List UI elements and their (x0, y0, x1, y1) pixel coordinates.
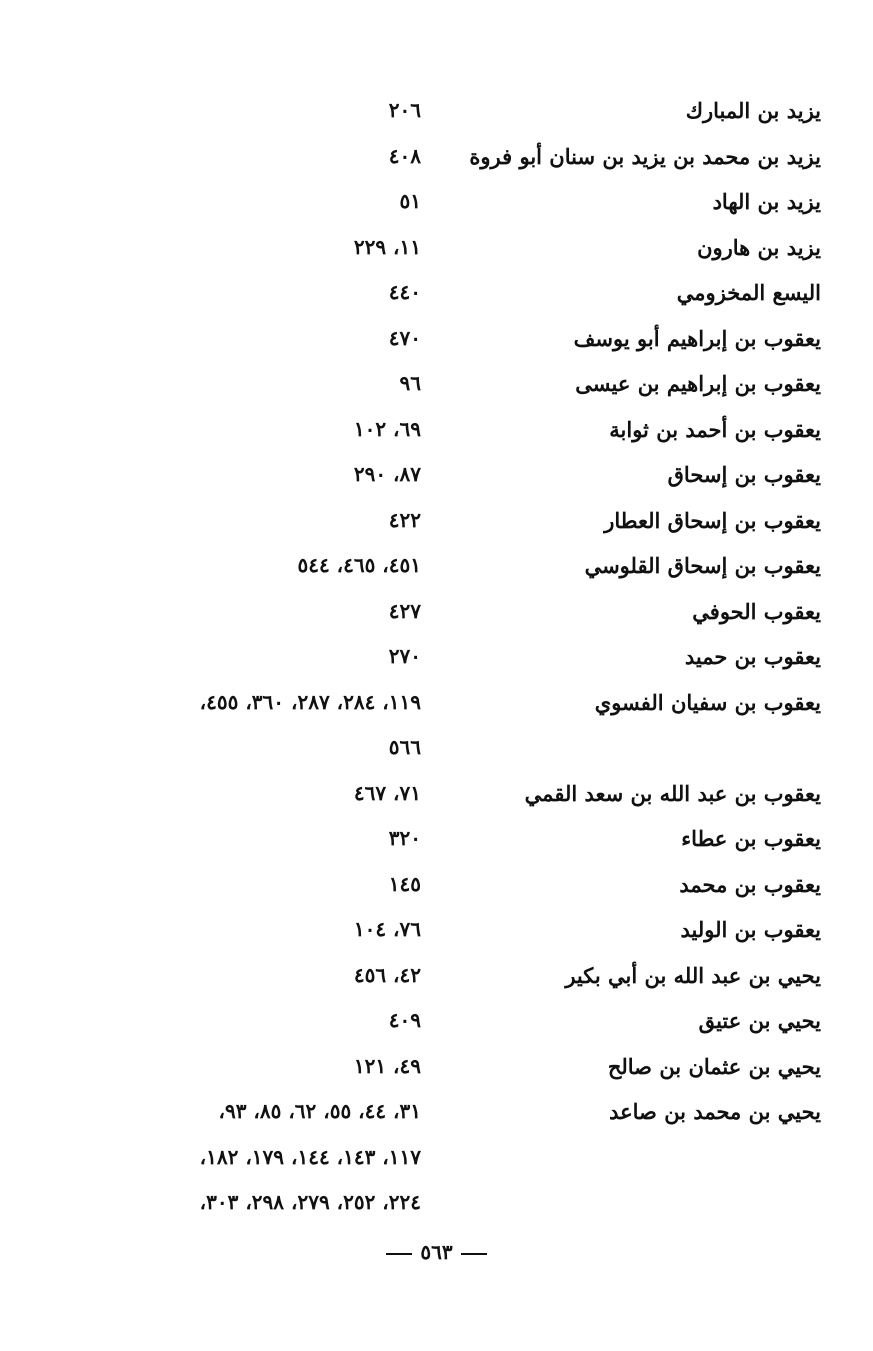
entry-page-numbers: ٤٤٠ (388, 280, 421, 304)
index-entry (0, 1048, 873, 1094)
entry-name: يعقوب بن محمد (679, 871, 821, 897)
index-list (0, 92, 873, 1230)
index-entry (0, 92, 873, 138)
index-entry (0, 365, 873, 411)
index-entry (0, 911, 873, 957)
entry-name: يعقوب بن عبد الله بن سعد القمي (524, 780, 821, 806)
index-entry (0, 775, 873, 821)
entry-page-numbers: ٢٠٦ (388, 98, 421, 122)
index-entry (0, 593, 873, 639)
entry-page-numbers: ٣٢٠ (388, 826, 421, 850)
entry-page-numbers: ٤٢، ٤٥٦ (353, 962, 421, 987)
entry-page-numbers: ٤٠٩ (388, 1008, 421, 1032)
entry-name: يحيي بن محمد بن صاعد (609, 1099, 821, 1124)
entry-page-numbers: ٧٦، ١٠٤ (353, 917, 421, 941)
footer-dash-right (461, 1253, 487, 1255)
index-entry (0, 1093, 873, 1139)
index-entry (0, 957, 873, 1003)
entry-name: يعقوب بن حميد (684, 644, 821, 669)
index-entry (0, 1139, 873, 1185)
entry-name: يعقوب بن الوليد (680, 917, 821, 942)
entry-page-numbers: ١١٩، ٢٨٤، ٢٨٧، ٣٦٠، ٤٥٥، (199, 689, 421, 714)
entry-name: يزيد بن المبارك (685, 98, 821, 123)
index-entry (0, 138, 873, 184)
entry-page-numbers: ١١، ٢٢٩ (353, 234, 421, 259)
footer-dash-left (386, 1253, 412, 1255)
entry-page-numbers: ٥١ (399, 189, 421, 213)
index-entry (0, 866, 873, 912)
index-entry (0, 729, 873, 775)
entry-page-numbers: ٩٦ (399, 371, 421, 395)
entry-name: يحيي بن عثمان بن صالح (607, 1053, 821, 1079)
index-entry (0, 411, 873, 457)
entry-name: يحيي بن عبد الله بن أبي بكير (565, 962, 821, 988)
entry-name: يزيد بن محمد بن يزيد بن سنان أبو فروة (469, 143, 821, 169)
entry-page-numbers: ٢٧٠ (388, 644, 421, 668)
entry-page-numbers: ٤٠٨ (388, 143, 421, 168)
entry-name: يعقوب بن عطاء (681, 826, 821, 851)
entry-page-numbers: ٦٩، ١٠٢ (353, 416, 421, 441)
entry-name: يعقوب بن إسحاق (667, 462, 821, 487)
page-number: ٥٦٣ (420, 1240, 453, 1264)
entry-page-numbers: ١٤٥ (388, 871, 421, 896)
entry-name: يعقوب بن إبراهيم بن عيسى (575, 371, 821, 396)
entry-name: يزيد بن هارون (697, 234, 821, 260)
entry-page-numbers: ٧١، ٤٦٧ (353, 780, 421, 805)
entry-name: يعقوب بن أحمد بن ثوابة (609, 416, 821, 442)
entry-name: يعقوب بن إسحاق القلوسي (584, 553, 821, 578)
entry-page-numbers: ٤٢٧ (388, 598, 421, 623)
page-footer (0, 1240, 873, 1264)
entry-page-numbers: ٨٧، ٢٩٠ (353, 462, 421, 486)
entry-name: اليسع المخزومي (676, 280, 821, 305)
entry-page-numbers: ٥٦٦ (388, 735, 421, 759)
entry-name: يعقوب الحوفي (692, 598, 821, 624)
entry-page-numbers: ٤٧٠ (388, 325, 421, 350)
entry-name: يزيد بن الهاد (712, 189, 821, 214)
entry-name: يحيي بن عتيق (698, 1008, 821, 1033)
index-entry (0, 320, 873, 366)
index-entry (0, 1184, 873, 1230)
entry-page-numbers: ٤٢٢ (388, 507, 421, 532)
entry-page-numbers: ٤٩، ١٢١ (353, 1053, 421, 1078)
entry-page-numbers: ٣١، ٤٤، ٥٥، ٦٢، ٨٥، ٩٣، (218, 1099, 421, 1123)
entry-name: يعقوب بن إسحاق العطار (604, 507, 821, 533)
index-entry (0, 183, 873, 229)
entry-name: يعقوب بن إبراهيم أبو يوسف (573, 325, 821, 351)
index-entry (0, 456, 873, 502)
index-entry (0, 1002, 873, 1048)
entry-page-numbers: ٢٢٤، ٢٥٢، ٢٧٩، ٢٩٨، ٣٠٣، (199, 1190, 421, 1214)
entry-name: يعقوب بن سفيان الفسوي (594, 689, 821, 715)
index-entry (0, 274, 873, 320)
index-entry (0, 502, 873, 548)
index-entry (0, 638, 873, 684)
entry-page-numbers: ٤٥١، ٤٦٥، ٥٤٤ (297, 553, 421, 577)
entry-page-numbers: ١١٧، ١٤٣، ١٤٤، ١٧٩، ١٨٢، (199, 1144, 421, 1169)
index-entry (0, 684, 873, 730)
index-entry (0, 820, 873, 866)
index-entry (0, 229, 873, 275)
index-entry (0, 547, 873, 593)
